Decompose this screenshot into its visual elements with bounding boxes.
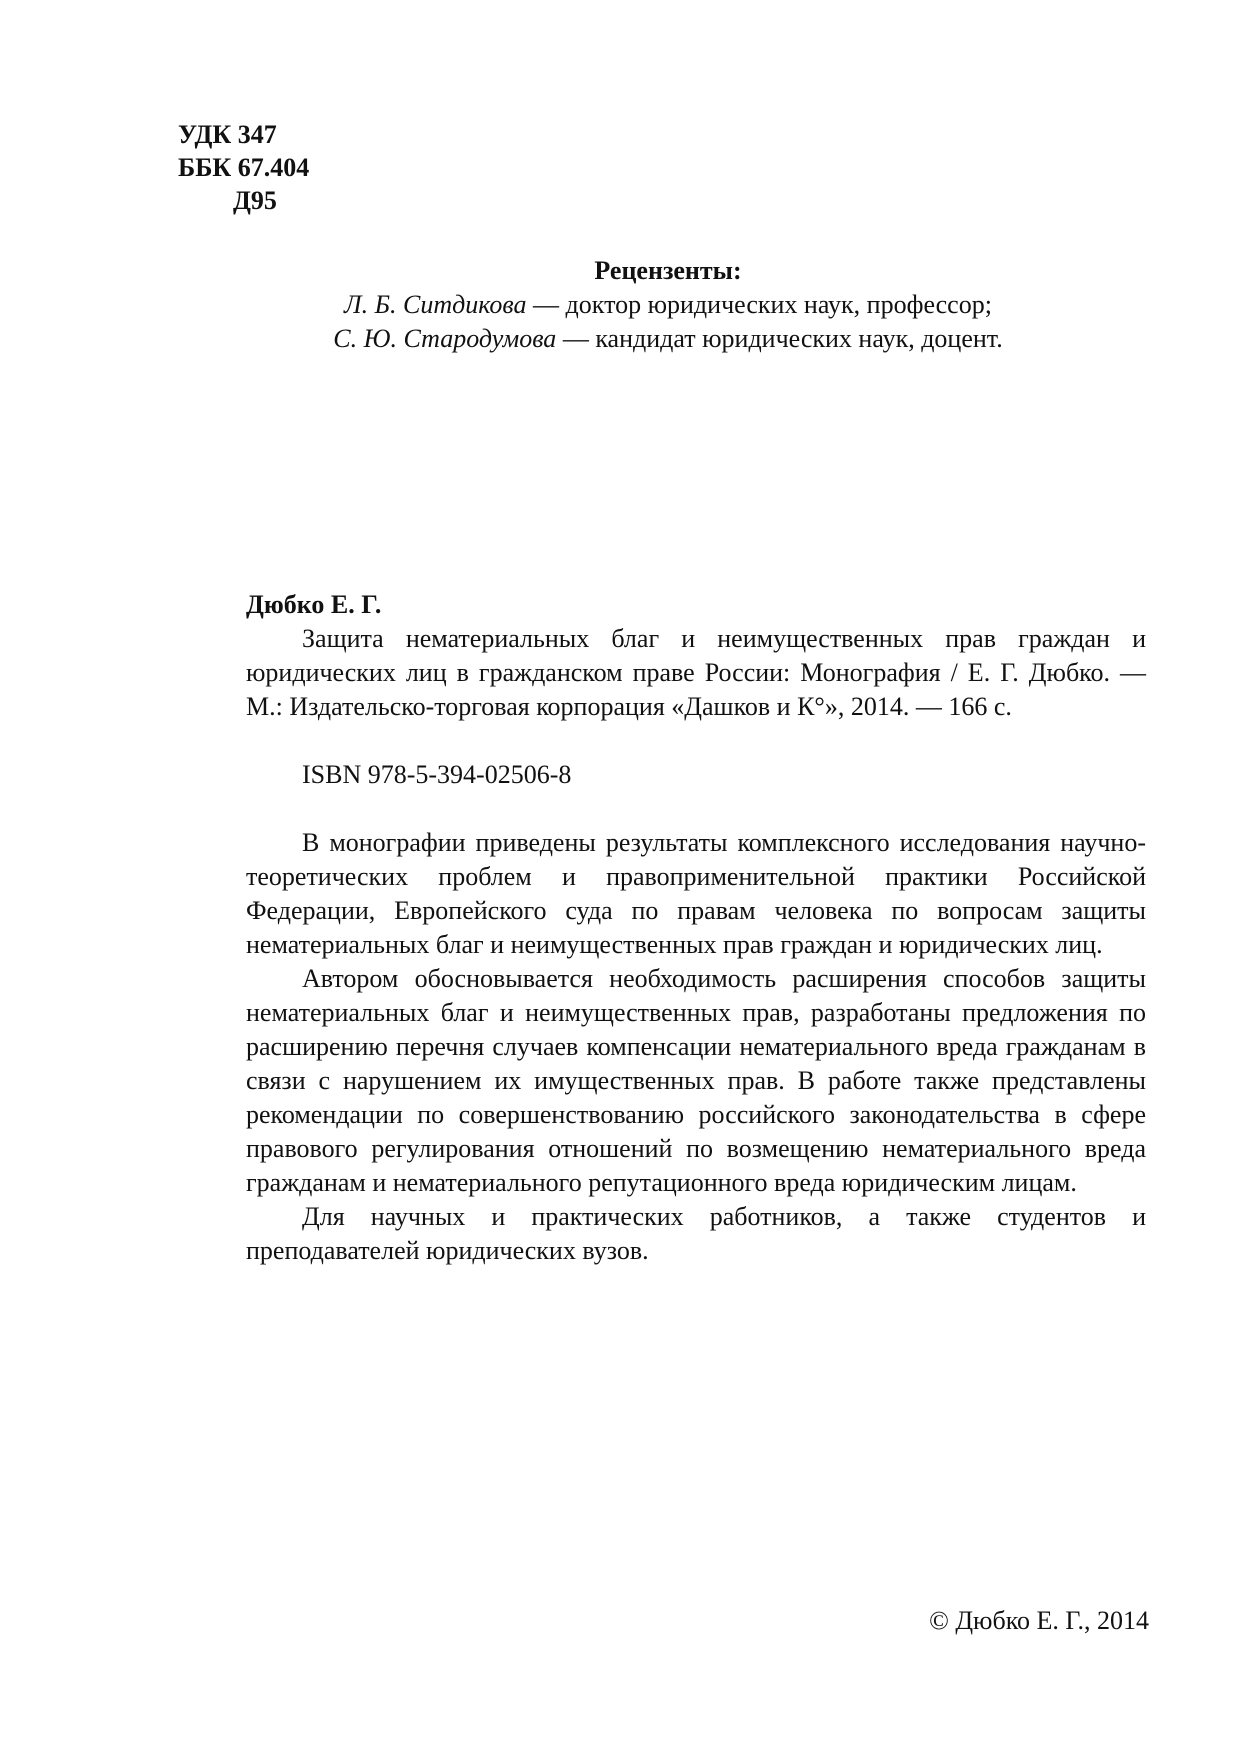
reviewer-name: С. Ю. Стародумова (333, 324, 557, 353)
record-title-description: Защита нематериальных благ и неимущественных прав граждан и юридических лиц в гражданском праве России: Монография / Е. Г. Дюбко. — М.: Издательско-торговая корпорация «Дашков и К°», 2014. — 166 с. (246, 624, 1146, 721)
bbk-code: ББК 67.404 (178, 153, 310, 182)
annotation-paragraph: Автором обосновывается необходимость расширения способов защиты нематериальных благ и неимущественных прав, разработаны предложения по расширению перечня случаев компенсации нематериального вреда гражданам в связи с нарушением их имущественных прав. В работе также представлены рекомендации по совершенствованию российского законодательства в сфере правового регулирования отношений по возмещению нематериального вреда гражданам и нематериального репутационного вреда юридическим лицам. (246, 964, 1146, 1197)
bibliographic-record (246, 588, 1146, 1268)
udk-code: УДК 347 (178, 120, 277, 149)
annotation-paragraph: Для научных и практических работников, а также студентов и преподавателей юридических вузов. (246, 1202, 1146, 1265)
reviewer-entry (248, 322, 1088, 356)
reviewer-description: — доктор юридических наук, профессор; (526, 290, 992, 319)
copyright-notice: © Дюбко Е. Г., 2014 (929, 1606, 1149, 1635)
reviewers-block (248, 254, 1088, 356)
reviewer-description: — кандидат юридических наук, доцент. (556, 324, 1003, 353)
annotation-paragraph: В монографии приведены результаты комплексного исследования научно-теоретических проблем и правоприменительной практики Российской Федерации, Европейского суда по правам человека по вопросам защиты нематериальных благ и неимущественных прав граждан и юридических лиц. (246, 828, 1146, 959)
record-author: Дюбко Е. Г. (246, 590, 382, 619)
author-sign: Д95 (233, 186, 277, 215)
classification-block (178, 118, 309, 217)
reviewer-entry (248, 288, 1088, 322)
reviewers-heading: Рецензенты: (594, 256, 742, 285)
reviewer-name: Л. Б. Ситдикова (344, 290, 527, 319)
record-isbn: ISBN 978-5-394-02506-8 (302, 760, 572, 789)
